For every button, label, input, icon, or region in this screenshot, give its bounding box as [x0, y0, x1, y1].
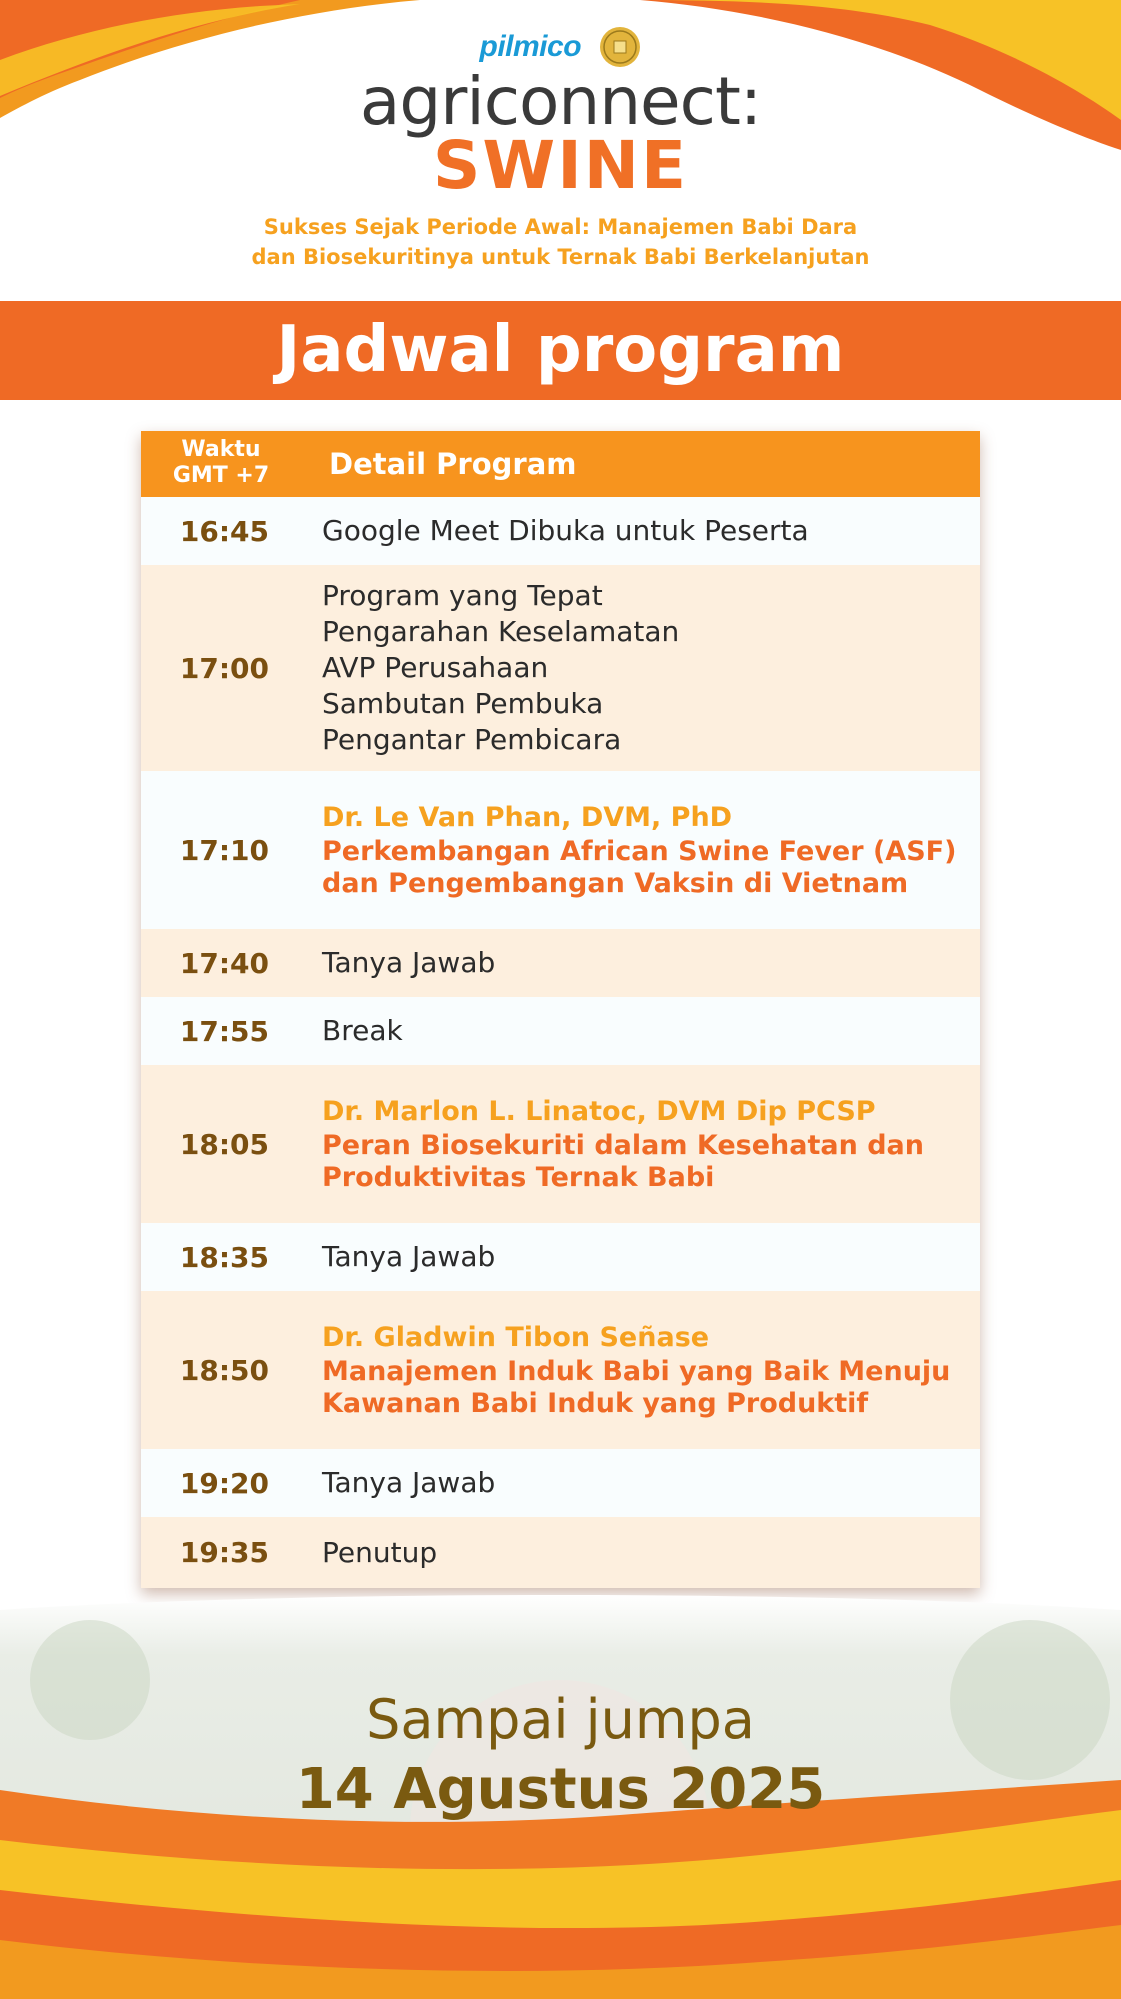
talk-topic-line: Perkembangan African Swine Fever (ASF) — [322, 836, 957, 867]
table-row — [141, 1291, 980, 1449]
header — [0, 0, 1121, 300]
row-detail-line: Tanya Jawab — [322, 1466, 496, 1499]
row-time: 17:40 — [179, 946, 269, 980]
schedule-table-header — [141, 431, 980, 497]
talk-topic-line: dan Pengembangan Vaksin di Vietnam — [322, 868, 909, 899]
table-row — [141, 771, 980, 929]
tagline-line-1: Sukses Sejak Periode Awal: Manajemen Babi Dara — [263, 215, 858, 239]
table-row — [141, 1449, 980, 1517]
row-time: 19:20 — [179, 1466, 269, 1500]
program-banner — [0, 301, 1121, 400]
speaker-name: Dr. Marlon L. Linatoc, DVM Dip PCSP — [322, 1096, 876, 1127]
row-detail — [322, 497, 962, 565]
row-time: 18:35 — [179, 1240, 269, 1274]
row-detail — [322, 1517, 962, 1588]
table-row — [141, 565, 980, 771]
schedule-table — [141, 431, 980, 1588]
row-detail-line: Pengarahan Keselamatan — [322, 615, 680, 648]
row-detail-line: AVP Perusahaan — [322, 651, 549, 684]
next-event-date: 14 Agustus 2025 — [295, 1757, 826, 1822]
row-detail-line: Sambutan Pembuka — [322, 687, 604, 720]
row-detail — [322, 1223, 962, 1291]
row-detail-line: Pengantar Pembicara — [322, 723, 622, 756]
table-row — [141, 1065, 980, 1223]
row-time: 17:55 — [179, 1014, 269, 1048]
talk-topic-line: Peran Biosekuriti dalam Kesehatan dan — [322, 1130, 924, 1161]
table-row — [141, 997, 980, 1065]
row-detail-line: Program yang Tepat — [322, 579, 603, 612]
swine-logo-text: SWINE — [432, 127, 689, 204]
row-detail-line: Tanya Jawab — [322, 1240, 496, 1273]
row-detail — [322, 1449, 962, 1517]
row-time: 18:05 — [179, 1127, 269, 1161]
table-row — [141, 929, 980, 997]
gold-seal-logo — [599, 26, 641, 68]
row-time: 19:35 — [179, 1536, 269, 1569]
pilmico-logo: pilmico — [479, 30, 582, 63]
row-detail — [322, 929, 962, 997]
row-detail-line: Google Meet Dibuka untuk Peserta — [322, 514, 809, 547]
table-row — [141, 497, 980, 565]
talk-topic-line: Kawanan Babi Induk yang Produktif — [322, 1388, 869, 1419]
row-detail-line: Penutup — [322, 1535, 438, 1569]
speaker-name: Dr. Gladwin Tibon Señase — [322, 1322, 710, 1353]
row-detail-line: Tanya Jawab — [322, 946, 496, 979]
row-detail — [322, 1065, 962, 1223]
header-detail: Detail Program — [329, 447, 577, 481]
row-detail — [322, 1291, 962, 1449]
row-detail — [322, 565, 962, 771]
row-detail — [322, 771, 962, 929]
row-time: 18:50 — [179, 1353, 269, 1387]
tagline-line-2: dan Biosekuritinya untuk Ternak Babi Berkelanjutan — [251, 245, 870, 269]
row-detail — [322, 997, 962, 1065]
talk-topic-line: Produktivitas Ternak Babi — [322, 1162, 715, 1193]
table-row — [141, 1223, 980, 1291]
event-tagline — [0, 212, 1121, 272]
header-time — [141, 437, 301, 489]
row-time: 16:45 — [179, 514, 269, 548]
table-row — [141, 1517, 980, 1588]
talk-topic-line: Manajemen Induk Babi yang Baik Menuju — [322, 1356, 951, 1387]
header-time-label: Waktu — [181, 437, 261, 462]
row-time: 17:10 — [179, 833, 269, 867]
row-time: 17:00 — [179, 651, 269, 685]
closing-greeting: Sampai jumpa — [366, 1688, 755, 1751]
speaker-name: Dr. Le Van Phan, DVM, PhD — [322, 802, 733, 833]
brand-row — [0, 26, 1121, 68]
header-timezone-label: GMT +7 — [172, 463, 270, 488]
agriconnect-logo: agriconnect: — [359, 63, 762, 140]
row-detail-line: Break — [322, 1014, 403, 1047]
program-banner-title: Jadwal program — [276, 313, 845, 387]
